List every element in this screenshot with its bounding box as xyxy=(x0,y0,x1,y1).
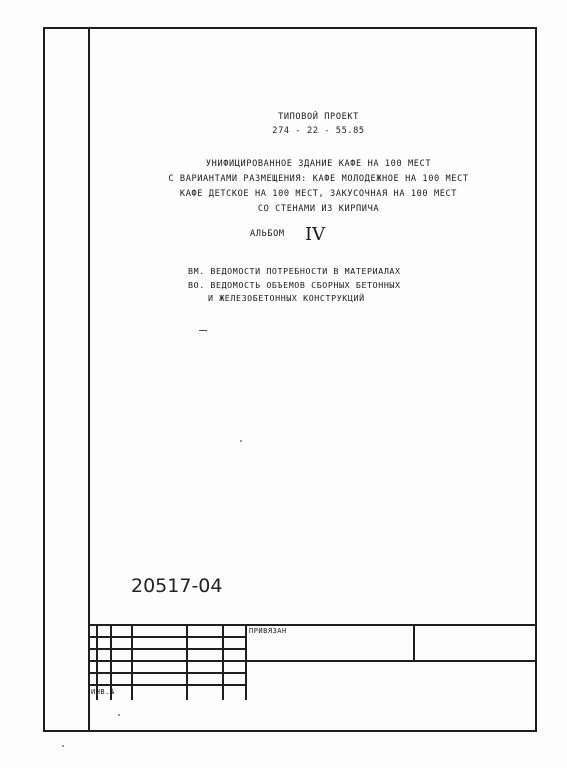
album-label: АЛЬБОМ xyxy=(250,229,285,239)
tb-field-label: ПРИВЯЗАН xyxy=(249,627,287,635)
tb-col xyxy=(186,624,188,700)
title-line-3: КАФЕ ДЕТСКОЕ НА 100 МЕСТ, ЗАКУСОЧНАЯ НА 100 МЕСТ xyxy=(179,189,458,199)
scan-speck xyxy=(118,714,120,716)
project-header xyxy=(100,110,537,138)
album-contents xyxy=(188,265,401,306)
title-line-1: УНИФИЦИРОВАННОЕ ЗДАНИЕ КАФЕ НА 100 МЕСТ xyxy=(205,159,432,169)
title-line-4: СО СТЕНАМИ ИЗ КИРПИЧА xyxy=(257,204,380,214)
scan-mark xyxy=(199,330,207,331)
scan-speck xyxy=(62,745,64,747)
inventory-stamp-number: 20517-04 xyxy=(131,575,223,597)
tb-col xyxy=(245,624,247,700)
album-number: IV xyxy=(305,224,326,245)
tb-col xyxy=(131,624,133,700)
title-line-2: С ВАРИАНТАМИ РАЗМЕЩЕНИЯ: КАФЕ МОЛОДЕЖНОЕ НА 100 МЕСТ xyxy=(168,174,469,184)
project-code: 274 - 22 - 55.85 xyxy=(272,126,365,136)
contents-line-2: ВО. ВЕДОМОСТЬ ОБЪЕМОВ СБОРНЫХ БЕТОННЫХ xyxy=(188,279,401,290)
project-title xyxy=(100,157,537,217)
tb-line-top xyxy=(88,624,537,626)
tb-col xyxy=(222,624,224,700)
scan-speck xyxy=(240,440,242,442)
tb-col xyxy=(413,624,415,660)
contents-line-1: ВМ. ВЕДОМОСТИ ПОТРЕБНОСТИ В МАТЕРИАЛАХ xyxy=(188,266,401,276)
project-type: ТИПОВОЙ ПРОЕКТ xyxy=(278,112,359,122)
tb-line xyxy=(88,660,537,662)
title-block xyxy=(88,624,537,700)
tb-corner-label: ИНВ.№ xyxy=(91,688,115,696)
contents-line-3: И ЖЕЛЕЗОБЕТОННЫХ КОНСТРУКЦИЙ xyxy=(208,293,365,303)
